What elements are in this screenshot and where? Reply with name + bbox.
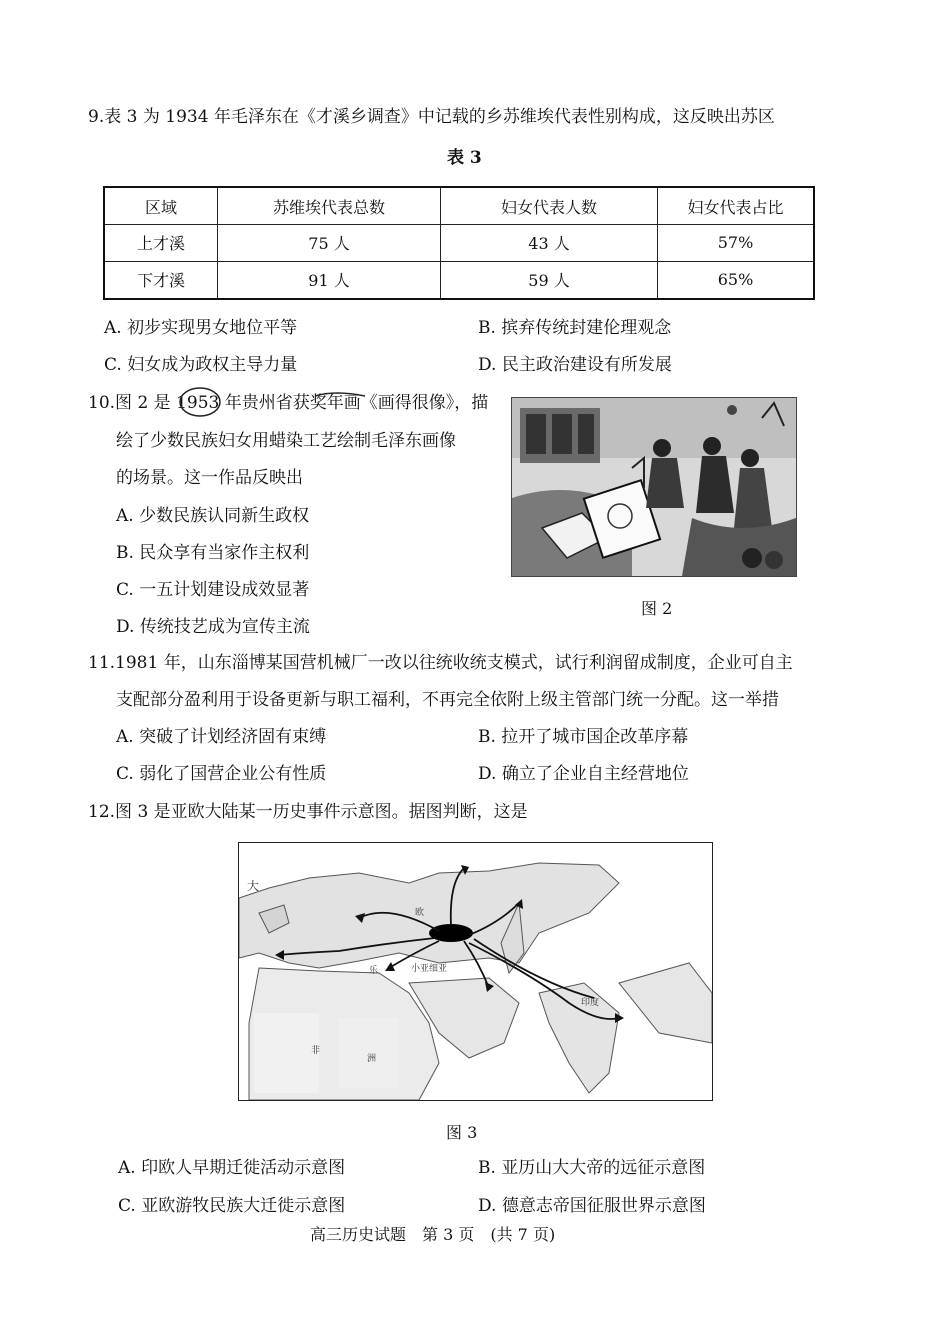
table-cell: 上才溪 [104,225,218,262]
table-header-row [104,187,814,225]
eurasia-map-image [239,843,712,1100]
table-header-cell: 妇女代表占比 [658,187,815,225]
figure-2-illustration [511,397,797,577]
q12-stem: 12.图 3 是亚欧大陆某一历史事件示意图。据图判断，这是 [88,802,528,822]
table-cell: 43 人 [441,225,658,262]
map-label-asia-minor: 小亚细亚 [411,964,448,974]
q10-option-c: C. 一五计划建设成效显著 [116,580,310,600]
q11-option-c: C. 弱化了国营企业公有性质 [116,764,327,784]
q9-option-c: C. 妇女成为政权主导力量 [104,355,298,375]
q9-option-b: B. 摈弃传统封建伦理观念 [478,318,672,338]
q10-option-d: D. 传统技艺成为宣传主流 [116,617,310,637]
q11-stem-line2: 支配部分盈利用于设备更新与职工福利，不再完全依附上级主管部门统一分配。这一举措 [116,690,779,710]
table-cell: 91 人 [218,261,441,299]
q12-option-a: A. 印欧人早期迁徙活动示意图 [118,1158,346,1178]
q12-option-d: D. 德意志帝国征服世界示意图 [478,1196,706,1216]
q9-option-d: D. 民主政治建设有所发展 [478,355,672,375]
table-header-cell: 苏维埃代表总数 [218,187,441,225]
figure-3-caption: 图 3 [446,1123,478,1142]
table-cell: 75 人 [218,225,441,262]
map-label-misc: 乐 [369,966,379,976]
map-label-ou: 欧 [415,908,425,918]
figure-2-caption: 图 2 [641,599,673,618]
handwritten-marks [165,384,455,422]
table-3 [103,186,815,300]
q12-option-c: C. 亚欧游牧民族大迁徙示意图 [118,1196,346,1216]
map-label-da: 大 [247,879,260,893]
table-header-cell: 妇女代表人数 [441,187,658,225]
map-label-fei: 非 [311,1046,321,1056]
table-cell: 下才溪 [104,261,218,299]
table-cell: 57% [658,225,815,262]
q10-option-a: A. 少数民族认同新生政权 [116,506,310,526]
q9-stem: 9.表 3 为 1934 年毛泽东在《才溪乡调查》中记载的乡苏维埃代表性别构成，这反映出苏区 [88,107,775,127]
q12-option-b: B. 亚历山大大帝的远征示意图 [478,1158,706,1178]
q11-stem-line1: 11.1981 年，山东淄博某国营机械厂一改以往统收统支模式，试行利润留成制度，企业可自主 [88,653,793,673]
q10-option-b: B. 民众享有当家作主权利 [116,543,310,563]
table-cell: 65% [658,261,815,299]
new-year-painting-image [512,398,796,576]
table-header-cell: 区域 [104,187,218,225]
table-row [104,261,814,299]
q11-option-b: B. 拉开了城市国企改革序幕 [478,727,689,747]
q10-stem-line1: 10.图 2 是 1953 年贵州省获奖年画《画得很像》，描 [88,393,489,413]
q9-option-a: A. 初步实现男女地位平等 [104,318,298,338]
table-row [104,225,814,262]
q11-option-d: D. 确立了企业自主经营地位 [478,764,689,784]
table-cell: 59 人 [441,261,658,299]
page-footer: 高三历史试题 第 3 页 (共 7 页) [310,1225,556,1244]
map-label-zhou: 洲 [367,1054,377,1064]
figure-3-map [238,842,713,1101]
q10-stem-line3: 的场景。这一作品反映出 [116,468,303,488]
q10-stem-line2: 绘了少数民族妇女用蜡染工艺绘制毛泽东画像 [116,431,456,451]
table3-title: 表 3 [447,148,482,168]
map-label-india: 印度 [581,998,600,1008]
q11-option-a: A. 突破了计划经济固有束缚 [116,727,327,747]
